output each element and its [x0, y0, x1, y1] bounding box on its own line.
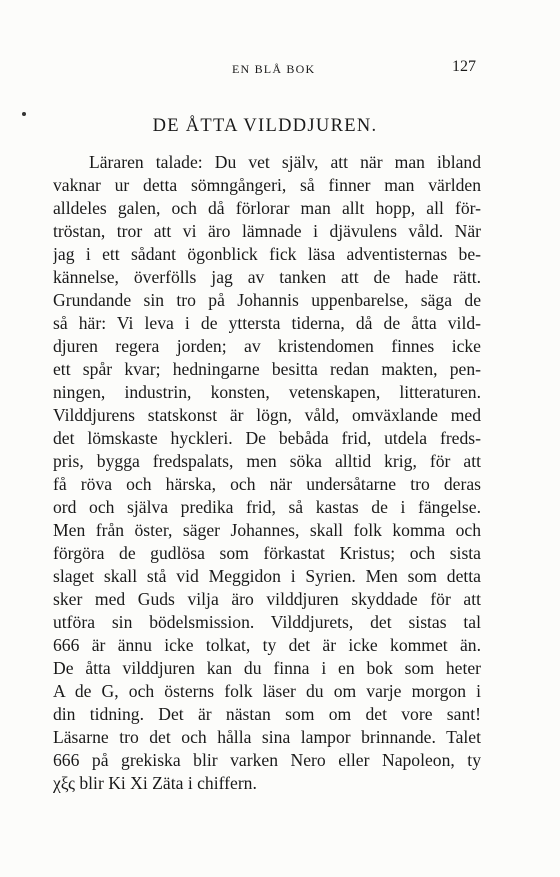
text-line: Vilddjurens statskonst är lögn, våld, omväxlande med: [53, 405, 481, 425]
text-line: sker med Guds vilja äro vilddjuren skyddade för att: [53, 589, 481, 609]
text-line: slaget skall stå vid Meggidon i Syrien. Men som detta: [53, 566, 481, 586]
text-line: De åtta vilddjuren kan du finna i en bok som heter: [53, 658, 481, 678]
running-head: EN BLÅ BOK: [232, 62, 316, 76]
text-line: förgöra de gudlösa som förkastat Kristus; och sista: [53, 543, 481, 563]
text-line: 666 är ännu icke tolkat, ty det är icke kommet än.: [53, 635, 481, 655]
text-line: ord och själva predika frid, så kastas de i fängelse.: [53, 497, 481, 517]
text-line: pris, bygga fredspalats, men söka alltid krig, för att: [53, 451, 481, 471]
text-line: Läraren talade: Du vet själv, att när man ibland: [89, 152, 481, 172]
text-line: ett spår kvar; hedningarne besitta redan makten, pen-: [53, 359, 481, 379]
text-line: din tidning. Det är nästan som om det vore sant!: [53, 704, 481, 724]
text-line: Läsarne tro det och hålla sina lampor brinnande. Talet: [53, 727, 481, 747]
text-line: få röva och härska, och när undersåtarne tro deras: [53, 474, 481, 494]
text-line: A de G, och österns folk läser du om varje morgon i: [53, 681, 481, 701]
text-line: tröstan, tror att vi äro lämnade i djävulens våld. När: [53, 221, 481, 241]
body-text: [53, 151, 481, 795]
text-line: utföra sin bödelsmission. Vilddjurets, det sistas tal: [53, 612, 481, 632]
chapter-title: DE ÅTTA VILDDJUREN.: [152, 116, 378, 136]
text-line: ningen, industrin, konsten, vetenskapen, litteraturen.: [53, 382, 481, 402]
text-line: Men från öster, säger Johannes, skall folk komma och: [53, 520, 481, 540]
text-line: 666 på grekiska blir varken Nero eller Napoleon, ty: [53, 750, 481, 770]
text-line: jag i ett sådant ögonblick fick läsa adventisternas be-: [53, 244, 481, 264]
text-line: så här: Vi leva i de yttersta tiderna, då de åtta vild-: [53, 313, 481, 333]
text-line: χξς blir Ki Xi Zäta i chiffern.: [53, 773, 257, 793]
text-line: kännelse, överfölls jag av tanken att de hade rätt.: [53, 267, 481, 287]
text-line: det lömskaste hyckleri. De bebåda frid, utdela freds-: [53, 428, 481, 448]
text-line: alldeles galen, och då förlorar man allt hopp, all för-: [53, 198, 481, 218]
text-line: vaknar ur detta sömngångeri, så finner man världen: [53, 175, 481, 195]
text-line: djuren regera jorden; av kristendomen finnes icke: [53, 336, 481, 356]
page-number: 127: [452, 58, 476, 75]
text-line: Grundande sin tro på Johannis uppenbarelse, säga de: [53, 290, 481, 310]
